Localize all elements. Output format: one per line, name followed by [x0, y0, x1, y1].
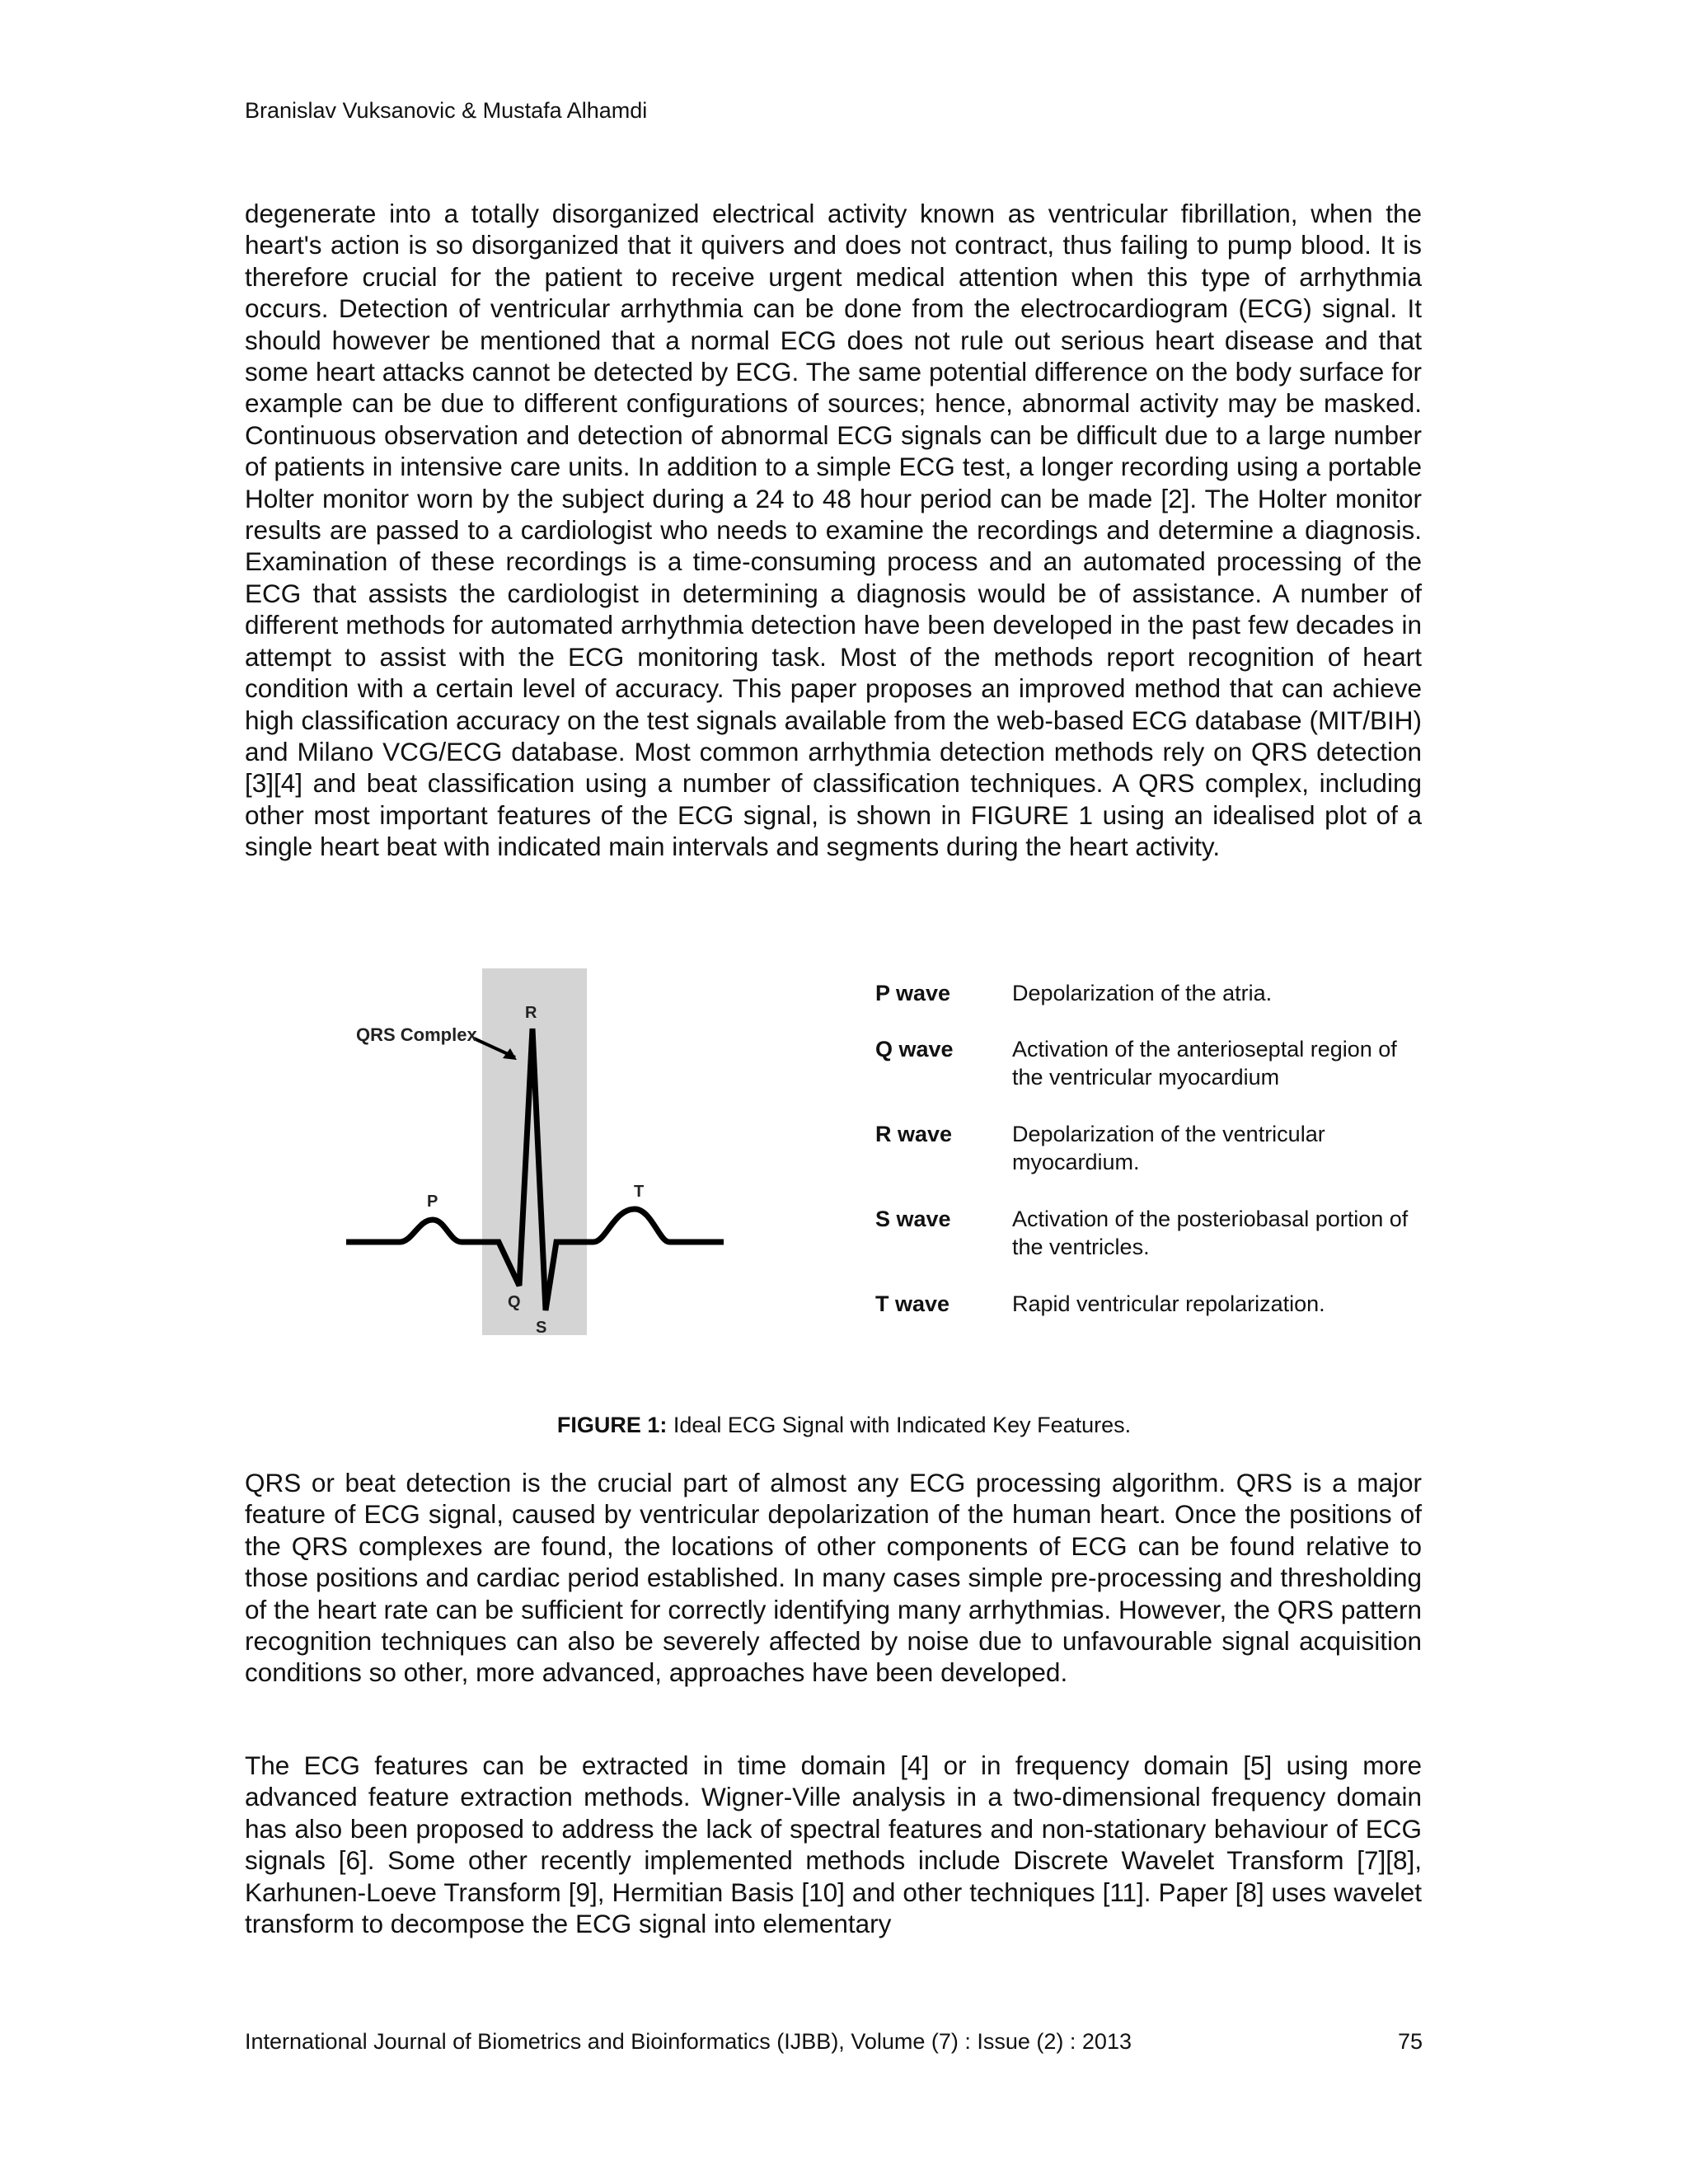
ecg-figure-image [330, 964, 742, 1343]
body-paragraph-3: The ECG features can be extracted in time domain [4] or in frequency domain [5] using more advanced feature extraction methods. Wigner-Ville analysis in a two-dimensional frequency domain has also been proposed to address the lack of spectral features and non-stationary behaviour of ECG signals [6]. Some other recently implemented methods include Discrete Wavelet Transform [7][8], Karhunen-Loeve Transform [9], Hermitian Basis [10] and other techniques [11]. Paper [8] uses wavelet transform to decompose the ECG signal into elementary [245, 1750, 1422, 1939]
r-peak-label: R [525, 1004, 537, 1022]
qrs-complex-label: QRS Complex [356, 1024, 477, 1045]
p-peak-label: P [427, 1193, 438, 1211]
feature-name: Q wave [875, 1037, 954, 1062]
figure-caption-text: Ideal ECG Signal with Indicated Key Features. [667, 1413, 1132, 1437]
feature-description: Rapid ventricular repolarization. [1012, 1291, 1325, 1316]
feature-row-q-wave [875, 1035, 1436, 1120]
body-paragraph-1: degenerate into a totally disorganized electrical activity known as ventricular fibrillation, when the heart's action is so disorganized that it quivers and does not contract, thus failing to pump blood. It is therefore crucial for the patient to receive urgent medical attention when this type of arrhythmia occurs. Detection of ventricular arrhythmia can be done from the electrocardiogram (ECG) signal. It should however be mentioned that a normal ECG does not rule out serious heart disease and that some heart attacks cannot be detected by ECG. The same potential difference on the body surface for example can be due to different configurations of sources; hence, abnormal activity may be masked. Continuous observation and detection of abnormal ECG signals can be difficult due to a large number of patients in intensive care units. In addition to a simple ECG test, a longer recording using a portable Holter monitor worn by the subject during a 24 to 48 hour period can be made [2]. The Holter monitor results are passed to a cardiologist who needs to examine the recordings and determine a diagnosis. Examination of these recordings is a time-consuming process and an automated processing of the ECG that assists the cardiologist in determining a diagnosis would be of assistance. A number of different methods for automated arrhythmia detection have been developed in the past few decades in attempt to assist with the ECG monitoring task. Most of the methods report recognition of heart condition with a certain level of accuracy. This paper proposes an improved method that can achieve high classification accuracy on the test signals available from the web-based ECG database (MIT/BIH) and Milano VCG/ECG database. Most common arrhythmia detection methods rely on QRS detection [3][4] and beat classification using a number of classification techniques. A QRS complex, including other most important features of the ECG signal, is shown in FIGURE 1 using an idealised plot of a single heart beat with indicated main intervals and segments during the heart activity. [245, 199, 1422, 862]
feature-name: S wave [875, 1207, 951, 1231]
feature-name: T wave [875, 1291, 950, 1316]
q-peak-label: Q [508, 1293, 521, 1311]
s-peak-label: S [536, 1319, 547, 1337]
body-paragraph-2: QRS or beat detection is the crucial part of almost any ECG processing algorithm. QRS is a major feature of ECG signal, caused by ventricular depolarization of the human heart. Once the positions of the QRS complexes are found, the locations of other components of ECG can be found relative to those positions and cardiac period established. In many cases simple pre-processing and thresholding of the heart rate can be sufficient for correctly identifying many arrhythmias. However, the QRS pattern recognition techniques can also be severely affected by noise due to unfavourable signal acquisition conditions so other, more advanced, approaches have been developed. [245, 1468, 1422, 1688]
running-header: Branislav Vuksanovic & Mustafa Alhamdi [245, 98, 648, 123]
feature-table [875, 979, 1436, 1323]
qrs-complex-band [482, 968, 587, 1335]
feature-name: P wave [875, 981, 951, 1005]
feature-description: Activation of the anterioseptal region of the ventricular myocardium [1012, 1037, 1397, 1090]
feature-description: Depolarization of the ventricular myocardium. [1012, 1122, 1325, 1174]
page-number: 75 [1397, 2029, 1423, 2054]
figure-caption [0, 1411, 1688, 1439]
feature-row-t-wave [875, 1290, 1436, 1323]
feature-row-r-wave [875, 1120, 1436, 1205]
feature-description: Activation of the posteriobasal portion of the ventricles. [1012, 1207, 1409, 1259]
figure-caption-label: FIGURE 1: [556, 1413, 668, 1437]
ecg-waveform-diagram [330, 964, 742, 1343]
feature-description: Depolarization of the atria. [1012, 981, 1273, 1005]
t-peak-label: T [634, 1183, 645, 1201]
journal-footer: International Journal of Biometrics and Bioinformatics (IJBB), Volume (7) : Issue (2) : 2013 [245, 2029, 1132, 2054]
feature-row-p-wave [875, 979, 1436, 1035]
feature-name: R wave [875, 1122, 953, 1146]
feature-row-s-wave [875, 1205, 1436, 1290]
